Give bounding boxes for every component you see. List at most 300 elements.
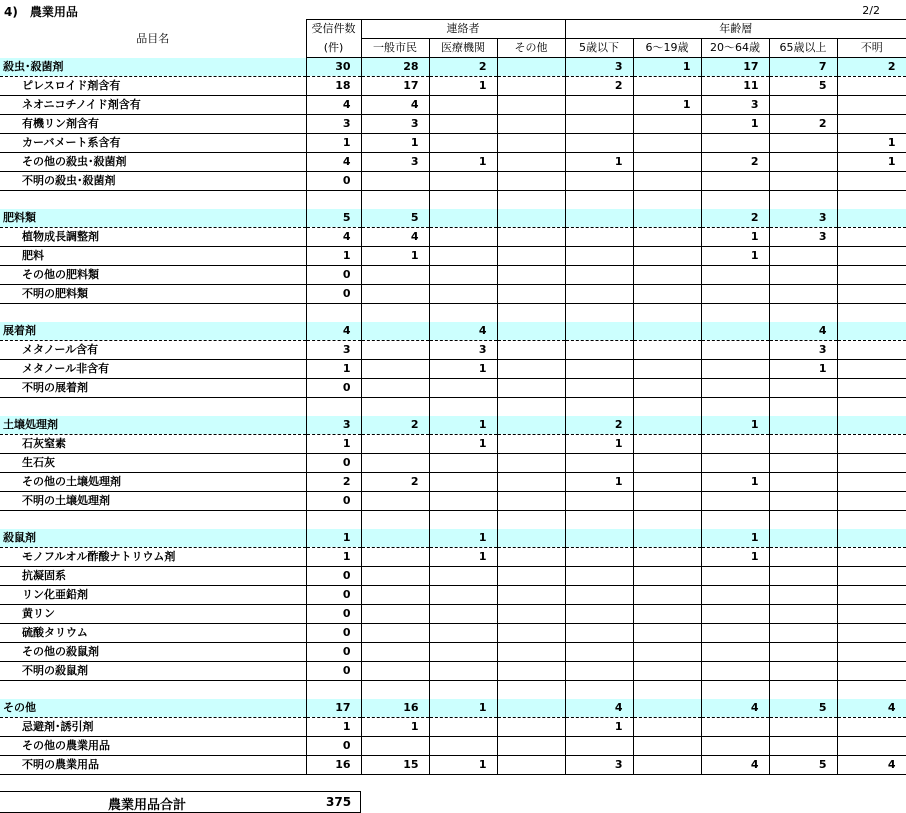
age-cell <box>837 511 906 530</box>
age-cell: 1 <box>701 228 769 247</box>
age-cell <box>633 492 701 511</box>
count-cell: 1 <box>306 548 361 567</box>
count-header-line2: (件) <box>306 39 361 58</box>
table-row <box>0 492 906 511</box>
contact-cell: 1 <box>429 699 497 718</box>
contact-cell <box>429 681 497 700</box>
item-name-cell: モノフルオル酢酸ナトリウム剤 <box>0 548 306 567</box>
spacer-row <box>0 398 906 417</box>
count-cell: 2 <box>306 473 361 492</box>
count-cell: 1 <box>306 529 361 548</box>
contact-cell <box>361 548 429 567</box>
contact-cell: 4 <box>361 96 429 115</box>
age-cell <box>633 473 701 492</box>
table-row <box>0 134 906 153</box>
age-cell <box>837 266 906 285</box>
category-row <box>0 322 906 341</box>
contact-cell: 1 <box>429 416 497 435</box>
count-cell: 4 <box>306 228 361 247</box>
age-cell <box>769 435 837 454</box>
contact-cell <box>497 341 565 360</box>
contact-cell <box>361 737 429 756</box>
count-cell: 16 <box>306 756 361 775</box>
age-cell <box>769 548 837 567</box>
table-row <box>0 379 906 398</box>
age-cell: 1 <box>837 153 906 172</box>
item-name-cell: メタノール含有 <box>0 341 306 360</box>
age-cell <box>769 567 837 586</box>
item-name-cell: 土壌処理剤 <box>0 416 306 435</box>
item-name-cell: 不明の殺鼠剤 <box>0 662 306 681</box>
count-cell <box>306 191 361 210</box>
contact-cell <box>361 304 429 323</box>
contact-cell <box>429 567 497 586</box>
age-cell <box>565 247 633 266</box>
count-cell <box>306 511 361 530</box>
age-cell <box>701 511 769 530</box>
age-cell <box>769 643 837 662</box>
contact-cell: 1 <box>429 360 497 379</box>
age-cell <box>565 548 633 567</box>
count-cell: 0 <box>306 567 361 586</box>
grand-total-box <box>0 791 361 813</box>
age-cell <box>701 586 769 605</box>
age-cell <box>837 341 906 360</box>
age-cell <box>565 624 633 643</box>
contact-cell <box>361 191 429 210</box>
age-cell <box>633 134 701 153</box>
age-cell <box>565 266 633 285</box>
count-cell: 0 <box>306 285 361 304</box>
contact-cell <box>361 379 429 398</box>
table-row <box>0 586 906 605</box>
contact-cell <box>497 58 565 77</box>
count-cell <box>306 304 361 323</box>
age-cell: 4 <box>701 756 769 775</box>
table-row <box>0 548 906 567</box>
age-cell <box>565 398 633 417</box>
category-row <box>0 58 906 77</box>
count-cell: 0 <box>306 172 361 191</box>
contact-cell <box>361 681 429 700</box>
age-cell <box>837 172 906 191</box>
contact-cell <box>497 605 565 624</box>
age-cell <box>701 605 769 624</box>
age-cell <box>701 624 769 643</box>
age-cell <box>837 398 906 417</box>
item-name-cell: 植物成長調整剤 <box>0 228 306 247</box>
contact-cell <box>497 586 565 605</box>
age-cell: 1 <box>633 58 701 77</box>
age-cell <box>633 77 701 96</box>
age-cell <box>701 492 769 511</box>
spacer-row <box>0 511 906 530</box>
table-row <box>0 172 906 191</box>
age-cell: 1 <box>701 247 769 266</box>
age-cell: 1 <box>565 718 633 737</box>
age-cell <box>565 379 633 398</box>
age-cell <box>701 398 769 417</box>
contact-cell: 16 <box>361 699 429 718</box>
contact-cell <box>429 115 497 134</box>
table-row <box>0 756 906 775</box>
contact-cell: 5 <box>361 209 429 228</box>
category-row <box>0 699 906 718</box>
age-cell <box>769 304 837 323</box>
contact-cell <box>497 529 565 548</box>
age-cell: 2 <box>701 153 769 172</box>
age-cell: 1 <box>565 435 633 454</box>
item-name-cell: 不明の土壌処理剤 <box>0 492 306 511</box>
contact-cell <box>497 228 565 247</box>
age-cell <box>633 322 701 341</box>
age-cell: 4 <box>837 699 906 718</box>
age-cell <box>701 435 769 454</box>
count-cell: 5 <box>306 209 361 228</box>
age-cell: 5 <box>769 699 837 718</box>
age-cell: 3 <box>769 341 837 360</box>
item-name-cell: 抗凝固系 <box>0 567 306 586</box>
item-name-cell: ネオニコチノイド剤含有 <box>0 96 306 115</box>
contact-cell: 2 <box>429 58 497 77</box>
contact-cell <box>429 266 497 285</box>
age-cell: 1 <box>769 360 837 379</box>
age-cell <box>633 153 701 172</box>
item-name-cell: その他の肥料類 <box>0 266 306 285</box>
contact-cell <box>497 699 565 718</box>
age-cell <box>633 529 701 548</box>
age-cell: 1 <box>701 416 769 435</box>
contact-cell <box>361 529 429 548</box>
contact-cell <box>497 548 565 567</box>
age-cell: 1 <box>701 548 769 567</box>
contact-cell <box>429 134 497 153</box>
item-name-cell: 殺虫･殺菌剤 <box>0 58 306 77</box>
contact-cell <box>361 266 429 285</box>
age-cell <box>837 304 906 323</box>
contact-cell <box>361 454 429 473</box>
spacer-row <box>0 304 906 323</box>
contact-cell <box>361 662 429 681</box>
poison-inquiry-table <box>0 19 906 775</box>
contact-cell <box>497 115 565 134</box>
age-cell <box>769 586 837 605</box>
table-row <box>0 662 906 681</box>
age-cell <box>701 360 769 379</box>
age-cell: 7 <box>769 58 837 77</box>
age-cell <box>565 322 633 341</box>
item-name-cell: 石灰窒素 <box>0 435 306 454</box>
item-name-cell: 生石灰 <box>0 454 306 473</box>
age-cell: 2 <box>769 115 837 134</box>
age-cell <box>837 548 906 567</box>
age-cell <box>633 681 701 700</box>
age-cell <box>769 285 837 304</box>
age-cell <box>565 134 633 153</box>
grand-total-label: 農業用品合計 <box>108 798 187 813</box>
spacer-row <box>0 191 906 210</box>
age-cell <box>565 605 633 624</box>
contact-cell <box>497 435 565 454</box>
age-cell <box>701 322 769 341</box>
age-cell <box>633 662 701 681</box>
contact-cell <box>497 209 565 228</box>
contact-cell <box>429 605 497 624</box>
count-cell <box>306 398 361 417</box>
contact-cell <box>497 756 565 775</box>
age-cell <box>837 586 906 605</box>
table-row <box>0 360 906 379</box>
contact-cell <box>497 247 565 266</box>
contact-cell <box>429 718 497 737</box>
contact-cell <box>429 454 497 473</box>
contact-cell <box>361 285 429 304</box>
age-cell <box>837 115 906 134</box>
item-name-cell: 不明の農業用品 <box>0 756 306 775</box>
contact-cell <box>497 398 565 417</box>
age-cell <box>565 529 633 548</box>
contact-cell <box>429 172 497 191</box>
item-name-cell: その他の殺鼠剤 <box>0 643 306 662</box>
age-cell: 1 <box>701 529 769 548</box>
contact-cell <box>497 511 565 530</box>
count-cell: 0 <box>306 643 361 662</box>
contact-group-header: 連絡者 <box>361 20 565 39</box>
age-cell: 5 <box>769 77 837 96</box>
age-cell: 1 <box>837 134 906 153</box>
age-cell <box>633 360 701 379</box>
count-cell: 30 <box>306 58 361 77</box>
age-cell <box>633 191 701 210</box>
age-cell <box>565 662 633 681</box>
item-name-cell <box>0 191 306 210</box>
count-cell: 0 <box>306 454 361 473</box>
age-cell <box>837 247 906 266</box>
age-cell: 2 <box>565 77 633 96</box>
contact-cell <box>497 624 565 643</box>
age-cell <box>837 77 906 96</box>
category-row <box>0 416 906 435</box>
contact-cell <box>497 96 565 115</box>
age-cell <box>633 643 701 662</box>
item-name-cell: 硫酸タリウム <box>0 624 306 643</box>
count-cell: 1 <box>306 134 361 153</box>
age-cell <box>565 209 633 228</box>
item-name-cell: ピレスロイド剤含有 <box>0 77 306 96</box>
age-cell <box>633 266 701 285</box>
contact-cell: 15 <box>361 756 429 775</box>
age-cell <box>701 567 769 586</box>
count-cell: 18 <box>306 77 361 96</box>
age-cell <box>633 228 701 247</box>
age-cell <box>565 643 633 662</box>
table-row <box>0 96 906 115</box>
contact-cell <box>361 360 429 379</box>
contact-cell: 3 <box>361 153 429 172</box>
count-cell: 17 <box>306 699 361 718</box>
age-col-header: 65歳以上 <box>769 39 837 58</box>
age-cell <box>837 191 906 210</box>
age-cell <box>837 228 906 247</box>
contact-cell: 1 <box>429 548 497 567</box>
count-cell: 4 <box>306 96 361 115</box>
count-cell: 3 <box>306 115 361 134</box>
age-cell: 4 <box>769 322 837 341</box>
age-cell <box>769 473 837 492</box>
age-cell <box>565 511 633 530</box>
age-cell <box>565 586 633 605</box>
item-name-cell: 肥料 <box>0 247 306 266</box>
age-cell <box>769 172 837 191</box>
age-cell: 1 <box>701 473 769 492</box>
contact-cell <box>429 209 497 228</box>
section-title: 4) 農業用品 <box>4 5 78 19</box>
table-row <box>0 77 906 96</box>
age-cell: 2 <box>837 58 906 77</box>
age-cell: 4 <box>837 756 906 775</box>
age-cell <box>633 756 701 775</box>
contact-cell: 2 <box>361 416 429 435</box>
item-name-cell: リン化亜鉛剤 <box>0 586 306 605</box>
count-cell: 1 <box>306 360 361 379</box>
age-cell <box>565 228 633 247</box>
age-cell <box>701 662 769 681</box>
age-cell <box>769 529 837 548</box>
table-body <box>0 58 906 775</box>
count-cell: 1 <box>306 435 361 454</box>
table-row <box>0 247 906 266</box>
item-name-cell <box>0 511 306 530</box>
count-cell: 3 <box>306 416 361 435</box>
item-name-cell: カーバメート系含有 <box>0 134 306 153</box>
age-cell <box>837 435 906 454</box>
contact-cell: 2 <box>361 473 429 492</box>
contact-col-header: 医療機関 <box>429 39 497 58</box>
contact-cell <box>497 454 565 473</box>
age-cell <box>837 643 906 662</box>
age-cell: 4 <box>701 699 769 718</box>
count-cell: 0 <box>306 492 361 511</box>
table-row <box>0 718 906 737</box>
contact-cell <box>429 511 497 530</box>
contact-cell <box>429 191 497 210</box>
table-row <box>0 285 906 304</box>
age-cell <box>633 416 701 435</box>
age-cell: 1 <box>701 115 769 134</box>
contact-cell: 4 <box>361 228 429 247</box>
age-cell: 1 <box>565 153 633 172</box>
count-cell: 0 <box>306 737 361 756</box>
age-col-header: 不明 <box>837 39 906 58</box>
age-cell <box>769 492 837 511</box>
age-cell <box>837 209 906 228</box>
item-name-cell: その他の土壌処理剤 <box>0 473 306 492</box>
count-cell: 4 <box>306 153 361 172</box>
age-cell <box>565 737 633 756</box>
contact-cell <box>361 624 429 643</box>
contact-cell <box>361 398 429 417</box>
count-cell: 0 <box>306 586 361 605</box>
age-cell <box>837 360 906 379</box>
contact-cell <box>361 492 429 511</box>
contact-cell <box>429 304 497 323</box>
age-cell <box>565 492 633 511</box>
contact-cell <box>497 379 565 398</box>
contact-cell <box>497 153 565 172</box>
age-cell <box>633 341 701 360</box>
age-cell <box>701 134 769 153</box>
contact-cell <box>497 77 565 96</box>
contact-cell <box>361 586 429 605</box>
grand-total-value: 375 <box>326 795 352 809</box>
item-name-cell: 有機リン剤含有 <box>0 115 306 134</box>
item-name-cell: 肥料類 <box>0 209 306 228</box>
table-row <box>0 567 906 586</box>
contact-cell <box>429 586 497 605</box>
contact-cell <box>429 228 497 247</box>
age-cell <box>837 567 906 586</box>
age-cell <box>837 285 906 304</box>
age-cell <box>633 454 701 473</box>
contact-cell <box>497 191 565 210</box>
contact-cell <box>497 134 565 153</box>
age-cell <box>769 416 837 435</box>
table-row <box>0 643 906 662</box>
contact-cell: 1 <box>361 718 429 737</box>
contact-cell <box>497 304 565 323</box>
contact-cell <box>497 567 565 586</box>
age-cell: 3 <box>769 209 837 228</box>
age-col-header: 5歳以下 <box>565 39 633 58</box>
age-cell <box>633 567 701 586</box>
age-cell <box>701 737 769 756</box>
contact-cell: 1 <box>429 153 497 172</box>
item-name-cell: 不明の展着剤 <box>0 379 306 398</box>
age-cell <box>633 115 701 134</box>
age-cell: 3 <box>769 228 837 247</box>
count-cell: 0 <box>306 266 361 285</box>
age-cell <box>701 341 769 360</box>
count-cell: 0 <box>306 624 361 643</box>
age-cell <box>565 285 633 304</box>
contact-cell: 1 <box>361 247 429 266</box>
age-cell <box>633 624 701 643</box>
age-cell <box>633 511 701 530</box>
age-cell <box>565 96 633 115</box>
age-cell <box>769 398 837 417</box>
table-row <box>0 737 906 756</box>
item-name-cell <box>0 398 306 417</box>
age-cell <box>701 454 769 473</box>
age-cell <box>701 643 769 662</box>
age-cell <box>769 737 837 756</box>
contact-cell <box>361 172 429 191</box>
category-row <box>0 209 906 228</box>
age-cell <box>837 718 906 737</box>
contact-cell <box>497 360 565 379</box>
age-cell <box>769 96 837 115</box>
item-name-cell: 黄リン <box>0 605 306 624</box>
age-cell: 3 <box>565 58 633 77</box>
contact-cell <box>429 737 497 756</box>
item-name-cell: 展着剤 <box>0 322 306 341</box>
contact-cell: 1 <box>429 756 497 775</box>
count-cell <box>306 681 361 700</box>
age-cell <box>769 266 837 285</box>
age-cell <box>837 492 906 511</box>
contact-cell: 17 <box>361 77 429 96</box>
contact-cell <box>361 322 429 341</box>
